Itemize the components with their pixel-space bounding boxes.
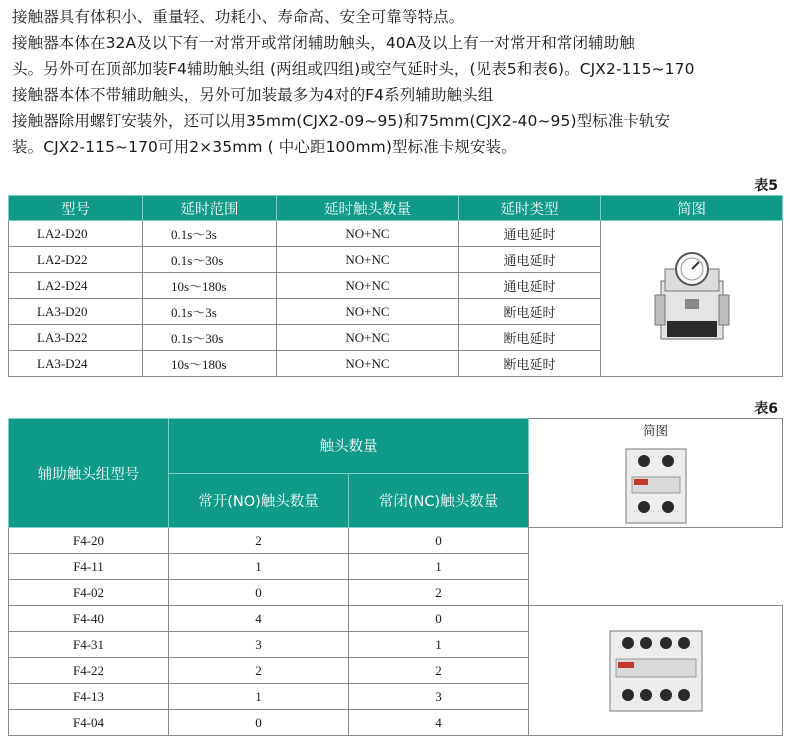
table6 xyxy=(8,418,783,736)
cell-nc: 4 xyxy=(349,710,529,736)
cell-no: 2 xyxy=(169,528,349,554)
cell-no: 1 xyxy=(169,684,349,710)
cell-nc: 2 xyxy=(349,658,529,684)
intro-line: 装。CJX2-115~170可用2×35mm ( 中心距100mm)型标准卡规安装。 xyxy=(12,138,517,156)
four-pole-aux-contact-image xyxy=(606,627,706,715)
cell-model: F4-11 xyxy=(9,554,169,580)
table6-header-row xyxy=(9,419,783,474)
cell-no: 0 xyxy=(169,710,349,736)
table-row xyxy=(9,580,783,606)
cell-range: 10s～180s xyxy=(143,351,277,377)
cell-model: LA3-D24 xyxy=(9,351,143,377)
cell-type: 断电延时 xyxy=(459,325,601,351)
intro-text xyxy=(12,4,782,160)
cell-no: 2 xyxy=(169,658,349,684)
aux2-image-cell xyxy=(529,419,783,528)
cell-contacts: NO+NC xyxy=(277,247,459,273)
table5-header-model: 型号 xyxy=(9,196,143,221)
intro-line: 接触器除用螺钉安装外，还可以用35mm(CJX2-09~95)和75mm(CJX2-40~95)型标准卡轨安 xyxy=(12,112,671,130)
cell-model: LA2-D24 xyxy=(9,273,143,299)
table5-header-range: 延时范围 xyxy=(143,196,277,221)
cell-nc: 0 xyxy=(349,606,529,632)
timer-image-cell xyxy=(601,221,783,377)
image-label: 简图 xyxy=(642,423,668,438)
table5-caption: 表5 xyxy=(754,178,778,194)
cell-model: F4-13 xyxy=(9,684,169,710)
cell-type: 通电延时 xyxy=(459,221,601,247)
table5 xyxy=(8,195,783,377)
table6-caption: 表6 xyxy=(754,401,778,417)
cell-model: LA2-D20 xyxy=(9,221,143,247)
cell-no: 4 xyxy=(169,606,349,632)
cell-contacts: NO+NC xyxy=(277,351,459,377)
table5-header-contacts: 延时触头数量 xyxy=(277,196,459,221)
cell-range: 0.1s～30s xyxy=(143,325,277,351)
cell-model: F4-04 xyxy=(9,710,169,736)
cell-nc: 2 xyxy=(349,580,529,606)
cell-contacts: NO+NC xyxy=(277,325,459,351)
intro-line: 接触器本体不带辅助触头，另外可加装最多为4对的F4系列辅助触头组 xyxy=(12,86,494,104)
cell-model: LA3-D20 xyxy=(9,299,143,325)
intro-line: 头。另外可在顶部加装F4辅助触头组 (两组或四组)或空气延时头，(见表5和表6)。CJX2-115~170 xyxy=(12,60,695,78)
cell-contacts: NO+NC xyxy=(277,221,459,247)
cell-nc: 3 xyxy=(349,684,529,710)
cell-model: LA2-D22 xyxy=(9,247,143,273)
table6-header-no: 常开(NO)触头数量 xyxy=(169,473,349,528)
cell-range: 10s～180s xyxy=(143,273,277,299)
cell-model: LA3-D22 xyxy=(9,325,143,351)
cell-nc: 1 xyxy=(349,554,529,580)
table6-header-nc: 常闭(NC)触头数量 xyxy=(349,473,529,528)
cell-model: F4-20 xyxy=(9,528,169,554)
table5-header-row xyxy=(9,196,783,221)
cell-model: F4-02 xyxy=(9,580,169,606)
table5-header-type: 延时类型 xyxy=(459,196,601,221)
intro-line: 接触器本体在32A及以下有一对常开或常闭辅助触头，40A及以上有一对常开和常闭辅助触 xyxy=(12,34,635,52)
table-row xyxy=(9,528,783,554)
cell-contacts: NO+NC xyxy=(277,299,459,325)
timer-block-image xyxy=(647,251,737,347)
table6-header-model: 辅助触头组型号 xyxy=(9,419,169,528)
cell-contacts: NO+NC xyxy=(277,273,459,299)
cell-type: 断电延时 xyxy=(459,351,601,377)
two-pole-aux-contact-image xyxy=(620,445,692,527)
cell-no: 3 xyxy=(169,632,349,658)
cell-type: 断电延时 xyxy=(459,299,601,325)
cell-nc: 0 xyxy=(349,528,529,554)
cell-range: 0.1s～3s xyxy=(143,221,277,247)
cell-model: F4-22 xyxy=(9,658,169,684)
table-row xyxy=(9,554,783,580)
table-row xyxy=(9,221,783,247)
cell-type: 通电延时 xyxy=(459,247,601,273)
cell-model: F4-31 xyxy=(9,632,169,658)
cell-no: 0 xyxy=(169,580,349,606)
cell-range: 0.1s～3s xyxy=(143,299,277,325)
table5-header-image: 简图 xyxy=(601,196,783,221)
cell-model: F4-40 xyxy=(9,606,169,632)
cell-no: 1 xyxy=(169,554,349,580)
cell-range: 0.1s～30s xyxy=(143,247,277,273)
aux4-image-cell xyxy=(529,606,783,736)
table-row xyxy=(9,606,783,632)
intro-line: 接触器具有体积小、重量轻、功耗小、寿命高、安全可靠等特点。 xyxy=(12,8,465,26)
table6-header-group: 触头数量 xyxy=(169,419,529,474)
cell-nc: 1 xyxy=(349,632,529,658)
cell-type: 通电延时 xyxy=(459,273,601,299)
